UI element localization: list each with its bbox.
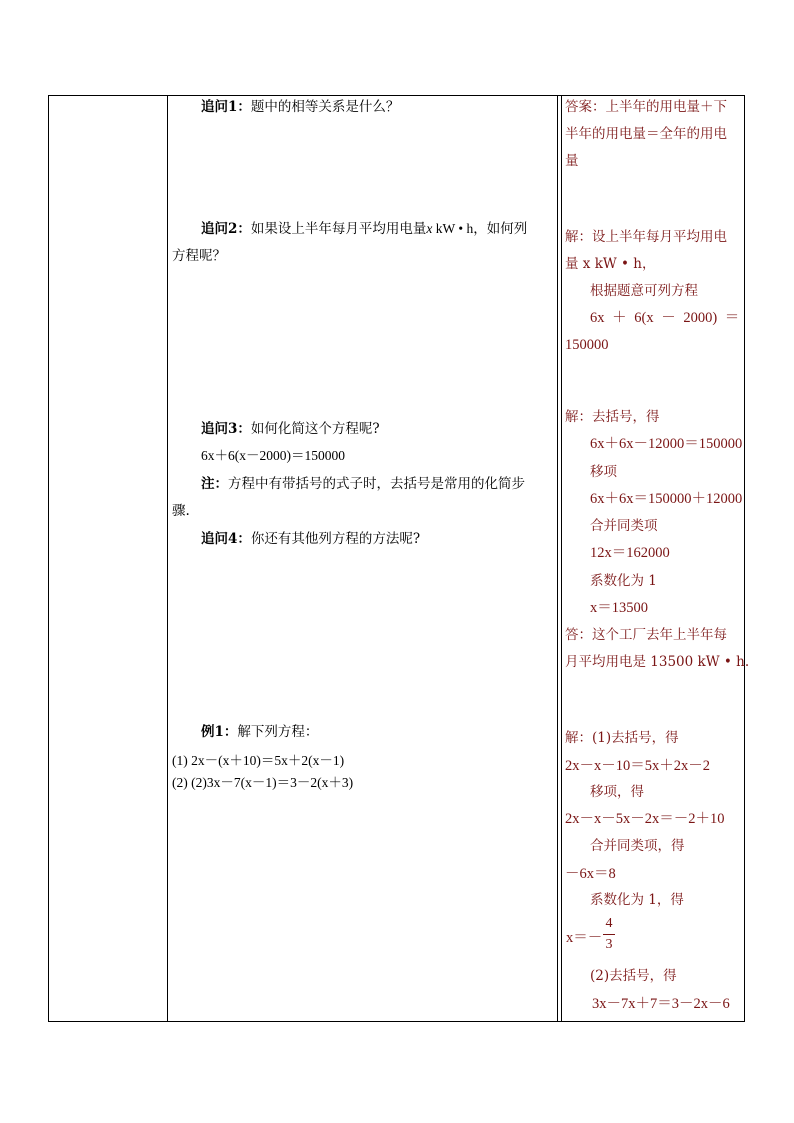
answer-3-line-4: 6x＋6x＝150000＋12000 [590,491,743,507]
answer-4-line-3: 移项，得 [590,784,644,800]
equation-text: 6x＋6(x－2000)＝150000 [201,448,345,463]
answer-4-line-5: 合并同类项，得 [590,838,685,854]
example-equation-2: (2) (2)3x－7(x－1)＝3－2(x＋3) [172,775,354,790]
answer-1-line-2: 半年的用电量＝全年的用电 [565,126,727,142]
question-label: 追问4： [201,531,251,547]
column-divider-1 [167,96,168,1021]
question-text-unit: kW • h，如何列 [432,221,528,236]
followup-question-2-line2: 方程呢？ [172,248,226,264]
answer-4-line-8: (2)去括号，得 [590,968,677,984]
answer-3-line-7: 系数化为 1 [590,573,657,589]
example-label: 例1： [201,724,238,740]
question-label: 追问1： [201,99,251,115]
answer-3-line-3: 移项 [590,464,617,480]
followup-question-3 [201,420,380,438]
question-text: 如何化简这个方程呢? [250,421,380,437]
answer-3-line-5: 合并同类项 [590,518,658,534]
answer-4-line-6: －6x＝8 [565,866,616,882]
fraction-numerator: 4 [605,916,613,931]
answer-1-line-1: 答案：上半年的用电量＋下 [565,99,727,115]
answer-4-x: x＝－ [566,930,603,946]
answer-2-line-4: 6x ＋ 6(x － 2000) ＝ [590,310,740,326]
note-label: 注： [201,476,228,492]
note-line2: 骤. [172,503,190,519]
variable-x: x [426,221,433,236]
answer-4-line-2: 2x－x－10＝5x＋2x－2 [565,758,710,774]
column-divider-2 [557,96,558,1021]
answer-4-line-7: 系数化为 1，得 [590,892,684,908]
answer-3-line-8: x＝13500 [590,600,648,616]
note-text: 方程中有带括号的式子时，去括号是常用的化简步 [228,476,525,492]
followup-question-1 [201,98,399,116]
answer-2-line-1: 解：设上半年每月平均用电 [565,229,727,245]
answer-3-line-1: 解：去括号，得 [565,409,660,425]
followup-question-4 [201,530,420,548]
example-1 [201,723,318,741]
answer-3-line-2: 6x＋6x－12000＝150000 [590,436,743,452]
answer-4-line-4: 2x－x－5x－2x＝－2＋10 [565,811,725,827]
fraction-bar [603,934,615,935]
answer-3-line-9: 答：这个工厂去年上半年每 [565,627,727,643]
answer-2-line-2: 量 x kW • h， [565,256,656,272]
answer-4-line-9: 3x－7x＋7＝3－2x－6 [592,996,730,1012]
column-divider-3 [561,96,562,1021]
question-label: 追问3： [201,421,251,437]
answer-2-line-5: 150000 [565,337,609,353]
question-text: 你还有其他列方程的方法呢? [250,531,421,547]
answer-3-line-6: 12x＝162000 [590,545,670,561]
question-label: 追问2： [201,221,251,237]
answer-1-line-3: 量 [565,153,579,169]
fraction [603,916,615,953]
example-text: 解下列方程： [237,724,319,740]
answer-3-line-10: 月平均用电是 13500 kW • h. [565,654,750,670]
answer-4-line-1: 解：(1)去括号，得 [565,730,679,746]
example-equation-1: (1) 2x－(x＋10)＝5x＋2(x－1) [172,753,345,768]
question-text: 如果设上半年每月平均用电量 [250,221,427,237]
followup-question-2 [201,220,527,238]
note [201,475,525,493]
question-text: 题中的相等关系是什么？ [250,99,400,115]
answer-2-line-3: 根据题意可列方程 [590,283,698,299]
fraction-denominator: 3 [605,937,613,952]
